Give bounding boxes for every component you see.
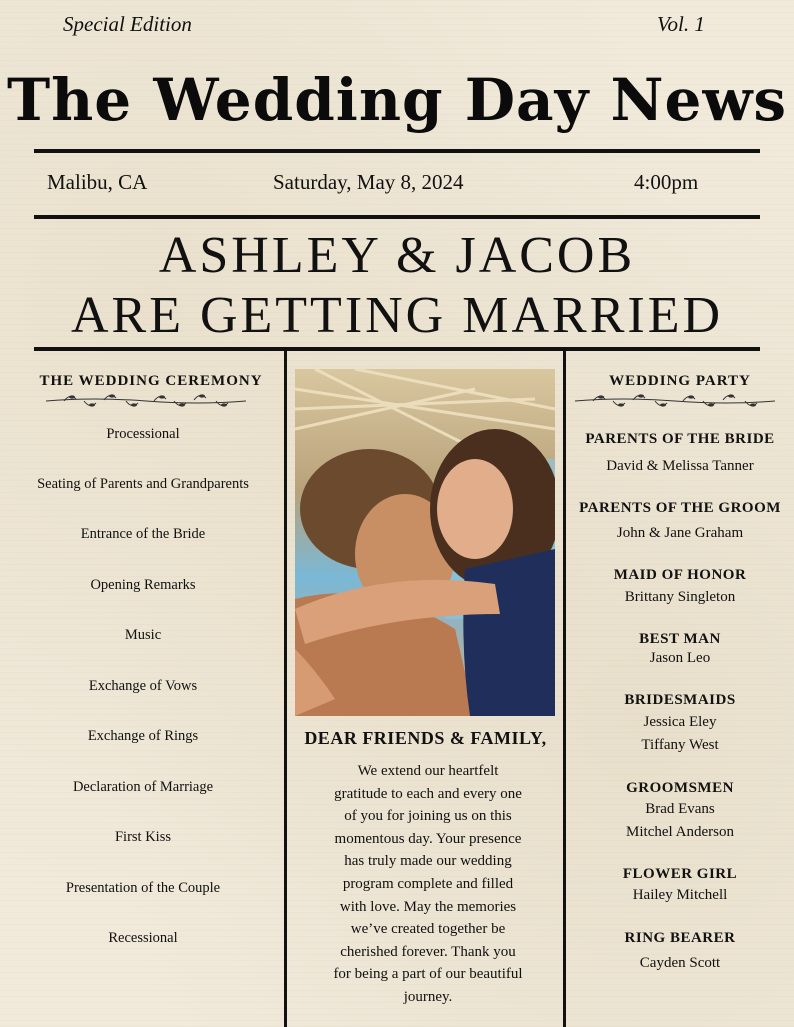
ceremony-title: THE WEDDING CEREMONY — [39, 373, 263, 389]
ceremony-item: Processional — [106, 426, 180, 442]
time-label: 4:00pm — [634, 170, 699, 194]
letter-line: journey. — [403, 988, 453, 1005]
letter-line: for being a part of our beautiful — [333, 966, 523, 983]
column-divider-right — [563, 349, 566, 1027]
letter-line: program complete and filled — [342, 875, 514, 892]
party-name: Tiffany West — [641, 737, 719, 753]
masthead-title: The Wedding Day News — [6, 66, 788, 134]
headline-line-2: ARE GETTING MARRIED — [70, 287, 724, 344]
letter-body — [305, 760, 551, 1009]
ceremony-flourish-icon — [44, 391, 248, 411]
party-role: FLOWER GIRL — [622, 866, 738, 882]
letter-line: gratitude to each and every one — [334, 785, 522, 802]
party-role: BRIDESMAIDS — [624, 692, 736, 708]
couple-photo — [295, 369, 555, 716]
edition-label: Special Edition — [63, 12, 192, 36]
letter-line: cherished forever. Thank you — [340, 943, 516, 960]
ceremony-item: Presentation of the Couple — [65, 880, 221, 896]
letter-line: We extend our heartfelt — [357, 763, 499, 779]
party-role: GROOMSMEN — [626, 780, 734, 796]
party-role: PARENTS OF THE GROOM — [579, 500, 781, 516]
masthead-rule-top — [34, 149, 760, 153]
ceremony-item: Entrance of the Bride — [80, 526, 206, 542]
ceremony-item: Declaration of Marriage — [72, 779, 214, 795]
party-title: WEDDING PARTY — [609, 373, 751, 389]
ceremony-item: Exchange of Vows — [88, 678, 198, 694]
party-name: David & Melissa Tanner — [606, 458, 754, 474]
party-name: Jason Leo — [649, 650, 711, 666]
party-name: Mitchel Anderson — [626, 824, 734, 840]
party-name: Brittany Singleton — [624, 589, 736, 605]
headline-rule — [34, 347, 760, 351]
letter-line: momentous day. Your presence — [334, 830, 522, 847]
letter-line: of you for joining us on this — [344, 808, 512, 825]
party-role: BEST MAN — [639, 631, 721, 647]
party-name: Jessica Eley — [643, 714, 717, 730]
letter-line: has truly made our wedding — [344, 853, 512, 870]
ceremony-item: First Kiss — [114, 829, 171, 845]
party-role: PARENTS OF THE BRIDE — [585, 431, 775, 447]
dateline-rule — [34, 215, 760, 219]
ceremony-item: Recessional — [108, 930, 178, 946]
volume-label: Vol. 1 — [657, 12, 705, 36]
party-role: MAID OF HONOR — [613, 567, 747, 583]
date-label: Saturday, May 8, 2024 — [273, 170, 464, 194]
party-name: John & Jane Graham — [616, 525, 744, 541]
ceremony-item: Exchange of Rings — [87, 728, 199, 744]
party-role: RING BEARER — [624, 930, 736, 946]
location-label: Malibu, CA — [47, 170, 148, 194]
party-name: Brad Evans — [645, 801, 715, 817]
party-name: Cayden Scott — [639, 955, 721, 971]
ceremony-item: Seating of Parents and Grandparents — [37, 476, 249, 492]
ceremony-item: Music — [124, 627, 162, 643]
party-flourish-icon — [573, 391, 777, 411]
headline-line-1: ASHLEY & JACOB — [158, 227, 636, 284]
letter-line: we’ve created together be — [350, 921, 506, 938]
letter-title: DEAR FRIENDS & FAMILY, — [304, 728, 547, 748]
party-name: Hailey Mitchell — [632, 887, 728, 903]
letter-line: with love. May the memories — [339, 898, 517, 915]
ceremony-item: Opening Remarks — [90, 577, 196, 593]
